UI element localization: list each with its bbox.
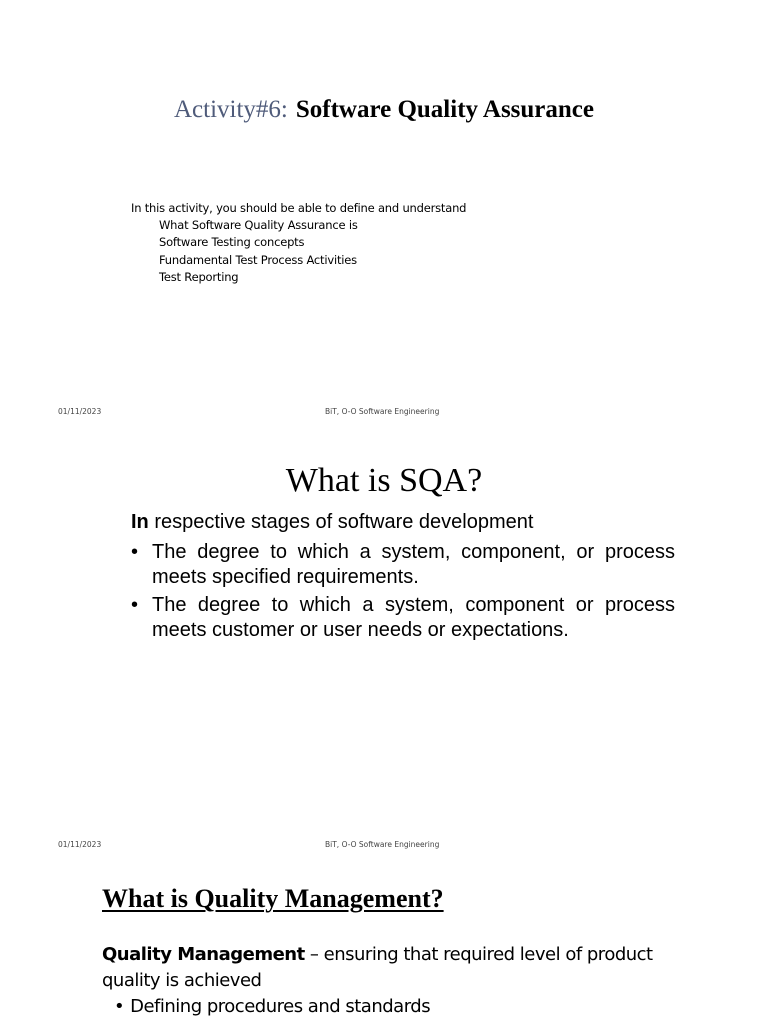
list-item: What Software Quality Assurance is (159, 218, 358, 232)
list-item (131, 540, 675, 590)
lead-text (131, 510, 675, 535)
title-main: Software Quality Assurance (295, 96, 595, 123)
list-item: Test Reporting (159, 269, 239, 284)
title-prefix: Activity#6: (173, 96, 288, 123)
definition-text (102, 942, 702, 994)
list-item: Software Testing concepts (159, 235, 305, 250)
bullet-text: The degree to which a system, component or process meets customer or user needs or expectations. (152, 594, 675, 641)
footer-date: 01/11/2023 (58, 407, 102, 416)
slide-title (0, 96, 768, 124)
list-item (131, 593, 675, 643)
bullet-icon: • (114, 996, 125, 1017)
list-item: Fundamental Test Process Activities (159, 252, 357, 267)
footer-course: BiT, O-O Software Engineering (325, 407, 440, 416)
slide-body (131, 510, 675, 646)
definition-term: Quality Management (102, 944, 305, 965)
bullet-icon: • (131, 541, 139, 563)
lead-rest: respective stages of software development (148, 511, 534, 533)
procedures-list (102, 994, 702, 1020)
list-item (114, 994, 702, 1020)
footer-course: BiT, O-O Software Engineering (325, 840, 440, 849)
intro-text: In this activity, you should be able to define and understand (131, 201, 467, 215)
definition-list (131, 540, 675, 643)
slide-body (102, 942, 702, 1020)
slide-title: What is Quality Management? (102, 884, 444, 913)
bullet-text: Defining procedures and standards (130, 996, 431, 1017)
objectives-list (159, 217, 358, 286)
bullet-icon: • (131, 594, 139, 616)
lead-bold: In (131, 511, 149, 533)
slide-title: What is SQA? (285, 462, 483, 499)
slide-activity-6 (0, 0, 768, 432)
definition-rest: – ensuring that required level of product quality is achieved (102, 944, 653, 991)
footer-date: 01/11/2023 (58, 840, 102, 849)
bullet-text: The degree to which a system, component, or process meets specified requirements. (152, 541, 675, 588)
